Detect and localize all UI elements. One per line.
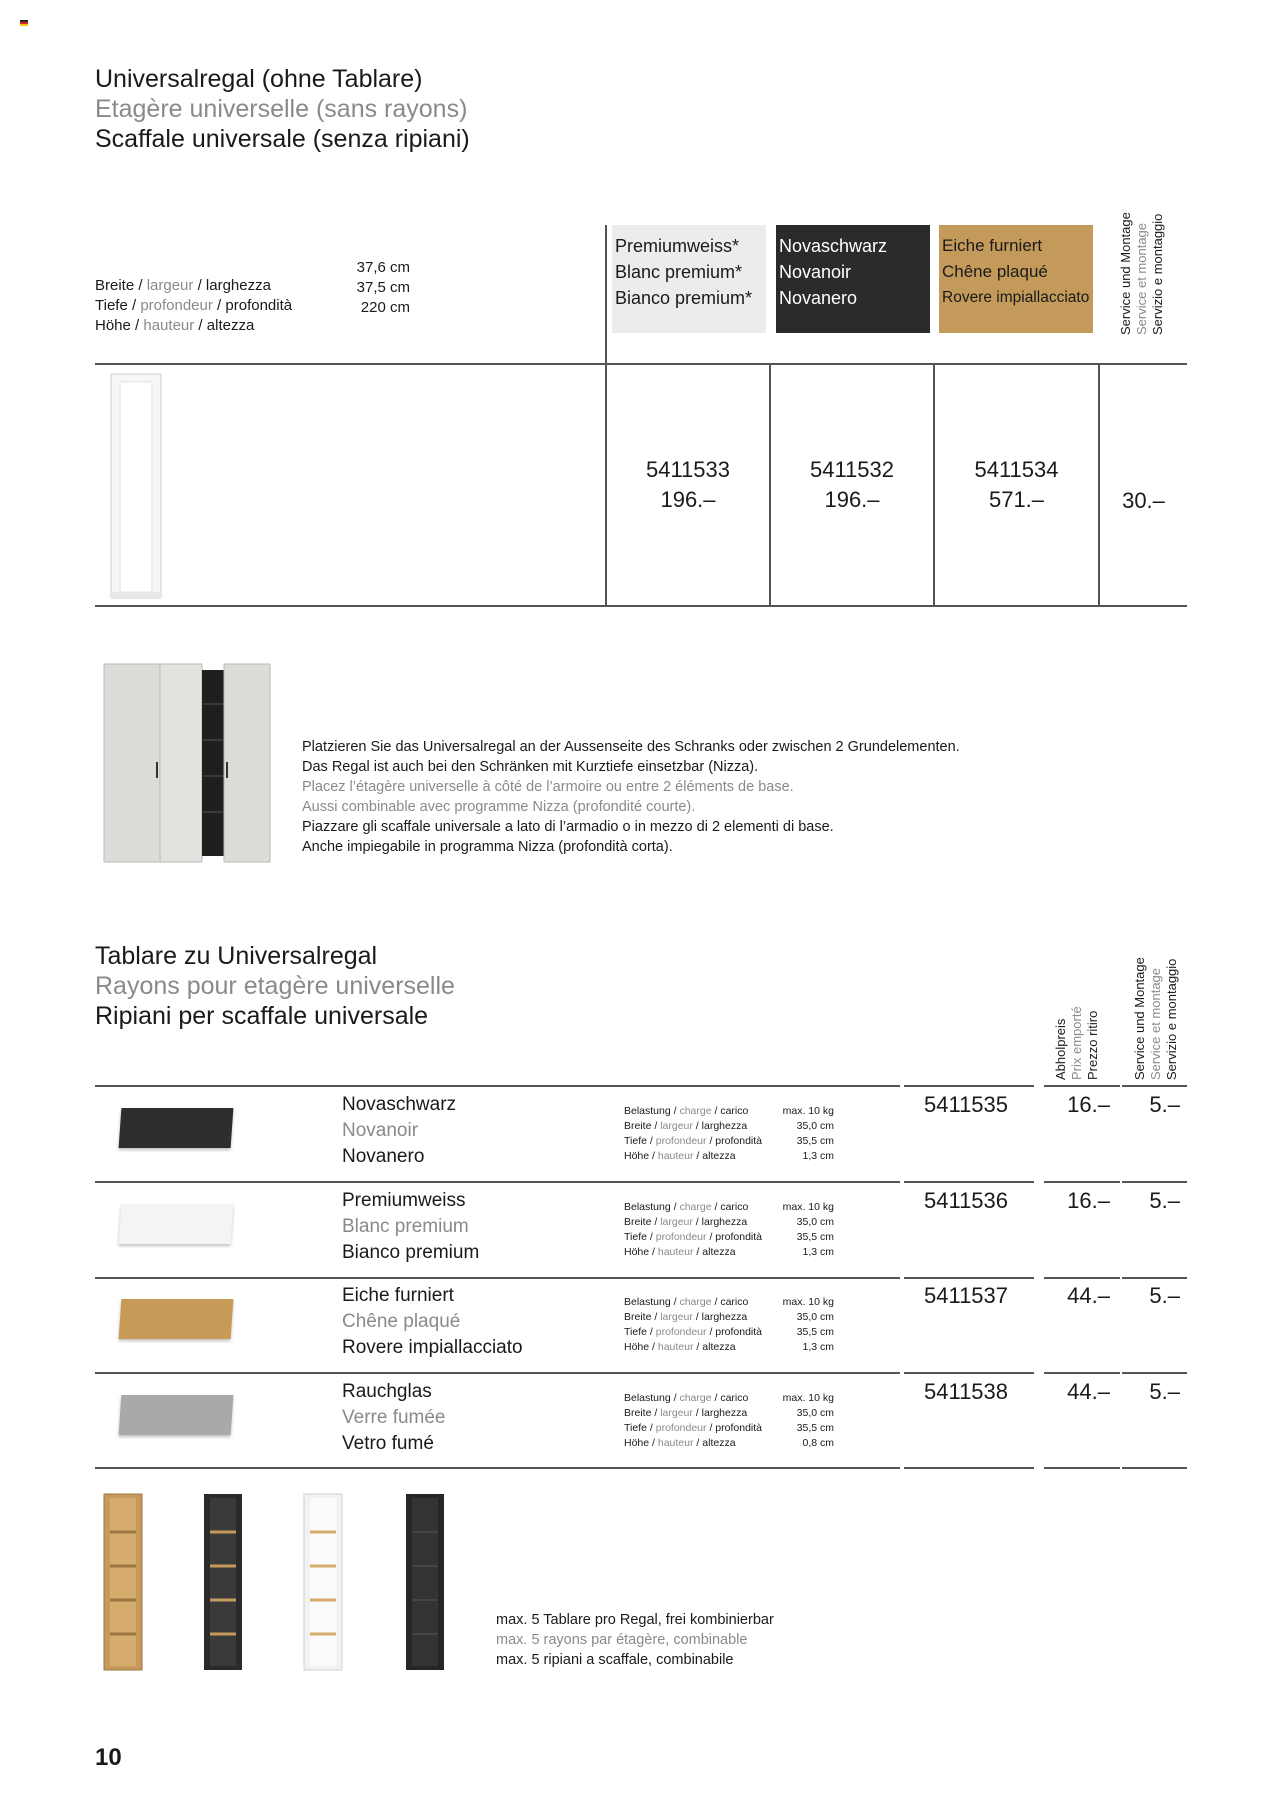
row-separator (1122, 1372, 1187, 1374)
article-number: 5411532 (809, 457, 894, 482)
row-separator (904, 1467, 1034, 1469)
pickup-header: Abholpreis Prix emporté Prezzo ritiro (1053, 1006, 1100, 1080)
service-header: Service und Montage Service et montage Servizio e montaggio (1118, 212, 1165, 335)
row-separator (95, 1467, 900, 1469)
service-price: 5.– (1149, 1283, 1180, 1308)
row-separator (1044, 1085, 1120, 1087)
service-price: 30.– (1122, 488, 1165, 513)
row-separator (1044, 1277, 1120, 1279)
pickup-price: 44.– (1067, 1283, 1110, 1308)
row-separator (1122, 1181, 1187, 1183)
dim-depth-value: 37,5 cm (356, 279, 410, 296)
dimension-labels (95, 276, 292, 336)
title-it: Scaffale universale (senza ripiani) (95, 125, 470, 153)
cell-eiche (935, 455, 1098, 515)
color-premiumweiss: Premiumweiss* Blanc premium* Bianco premium* (612, 225, 766, 333)
title-de: Universalregal (ohne Tablare) (95, 65, 423, 93)
universal-shelf-image (108, 372, 168, 602)
shelf-specs: Belastung / charge / carico max. 10 kg Breite / largeur / larghezza 35,0 cm Tiefe / profondeur / profondità 35,5 cm Höhe / hauteur / altezza 1,3 cm (624, 1105, 834, 1162)
shelf-swatch (119, 1395, 234, 1435)
article-number: 5411537 (924, 1283, 1009, 1308)
row-separator (1044, 1467, 1120, 1469)
column-divider (605, 225, 607, 607)
row-separator (904, 1181, 1034, 1183)
price: 196.– (660, 487, 716, 512)
shelf-specs: Belastung / charge / carico max. 10 kg Breite / largeur / larghezza 35,0 cm Tiefe / profondeur / profondità 35,5 cm Höhe / hauteur / altezza 1,3 cm (624, 1201, 834, 1258)
description: Platzieren Sie das Universalregal an der Aussenseite des Schranks oder zwischen 2 Grundelementen. Das Regal ist auch bei den Schränken mit Kurztiefe einsetzbar (Nizza). Placez l’étagère universelle à côté de l’armoire ou entre 2 éléments de base. Aussi combinable avec programme Nizza (profondité courte). Piazzare gli scaffale universale a lato di l’armadio o in mezzo di 2 elementi di base. Anche impiegabile in programma Nizza (profondità corta). (302, 739, 960, 855)
shelf-name: Rauchglas Verre fumée Vetro fumé (342, 1381, 446, 1454)
shelf-name: Premiumweiss Blanc premium Bianco premium (342, 1190, 480, 1263)
section1-title (95, 64, 470, 154)
row-separator (904, 1372, 1034, 1374)
footnote: max. 5 Tablare pro Regal, frei kombinierbar max. 5 rayons par étagère, combinable max. 5 ripiani a scaffale, combinabile (496, 1612, 774, 1668)
row-separator (1044, 1181, 1120, 1183)
title-fr: Rayons pour etagère universelle (95, 972, 455, 1000)
table-bottom-line (95, 605, 1187, 607)
price: 571.– (988, 487, 1045, 512)
row-separator (904, 1085, 1034, 1087)
row-separator (904, 1277, 1034, 1279)
column-divider (1098, 363, 1100, 607)
title-fr: Etagère universelle (sans rayons) (95, 95, 468, 123)
pickup-price: 16.– (1067, 1188, 1110, 1213)
article-number: 5411533 (645, 457, 730, 482)
dim-height-label: Höhe / hauteur / altezza (95, 317, 255, 334)
table-top-line (95, 363, 1187, 365)
row-separator (1044, 1372, 1120, 1374)
service-header-2: Service und Montage Service et montage Servizio e montaggio (1132, 957, 1179, 1080)
dim-height-value: 220 cm (360, 299, 410, 316)
cell-novaschwarz (771, 455, 933, 515)
shelf-swatch (119, 1108, 234, 1148)
row-separator (1122, 1085, 1187, 1087)
article-number: 5411535 (924, 1092, 1009, 1117)
shelf-name: Eiche furniert Chêne plaqué Rovere impiallacciato (342, 1285, 523, 1358)
color-eiche: Eiche furniert Chêne plaqué Rovere impiallacciato (939, 225, 1093, 333)
title-de: Tablare zu Universalregal (95, 942, 378, 970)
shelf-swatch (119, 1204, 234, 1244)
row-separator (1122, 1277, 1187, 1279)
service-price: 5.– (1149, 1188, 1180, 1213)
dimension-values (330, 258, 410, 318)
article-number: 5411534 (974, 457, 1059, 482)
shelf-specs: Belastung / charge / carico max. 10 kg Breite / largeur / larghezza 35,0 cm Tiefe / profondeur / profondità 35,5 cm Höhe / hauteur / altezza 1,3 cm (624, 1296, 834, 1353)
shelf-swatch (119, 1299, 234, 1339)
row-separator (95, 1372, 900, 1374)
article-number: 5411536 (924, 1188, 1009, 1213)
pickup-price: 44.– (1067, 1379, 1110, 1404)
flag-icon (20, 20, 28, 26)
article-number: 5411538 (924, 1379, 1009, 1404)
shelf-specs: Belastung / charge / carico max. 10 kg Breite / largeur / larghezza 35,0 cm Tiefe / profondeur / profondità 35,5 cm Höhe / hauteur / altezza 0,8 cm (624, 1392, 834, 1449)
service-price: 5.– (1149, 1379, 1180, 1404)
cell-premiumweiss (607, 455, 769, 515)
row-separator (1122, 1467, 1187, 1469)
service-price: 5.– (1149, 1092, 1180, 1117)
dim-depth-label: Tiefe / profondeur / profondità (95, 297, 293, 314)
row-separator (95, 1181, 900, 1183)
price: 196.– (824, 487, 880, 512)
page-number: 10 (95, 1744, 122, 1771)
title-it: Ripiani per scaffale universale (95, 1002, 429, 1030)
shelf-name: Novaschwarz Novanoir Novanero (342, 1094, 457, 1167)
shelf-variants-image (100, 1492, 470, 1672)
dim-width-value: 37,6 cm (356, 259, 410, 276)
dim-width-label: Breite / largeur / larghezza (95, 277, 271, 294)
color-novaschwarz: Novaschwarz Novanoir Novanero (776, 225, 930, 333)
pickup-price: 16.– (1067, 1092, 1110, 1117)
wardrobe-illustration (100, 662, 275, 867)
section2-title (95, 941, 455, 1031)
row-separator (95, 1085, 900, 1087)
row-separator (95, 1277, 900, 1279)
